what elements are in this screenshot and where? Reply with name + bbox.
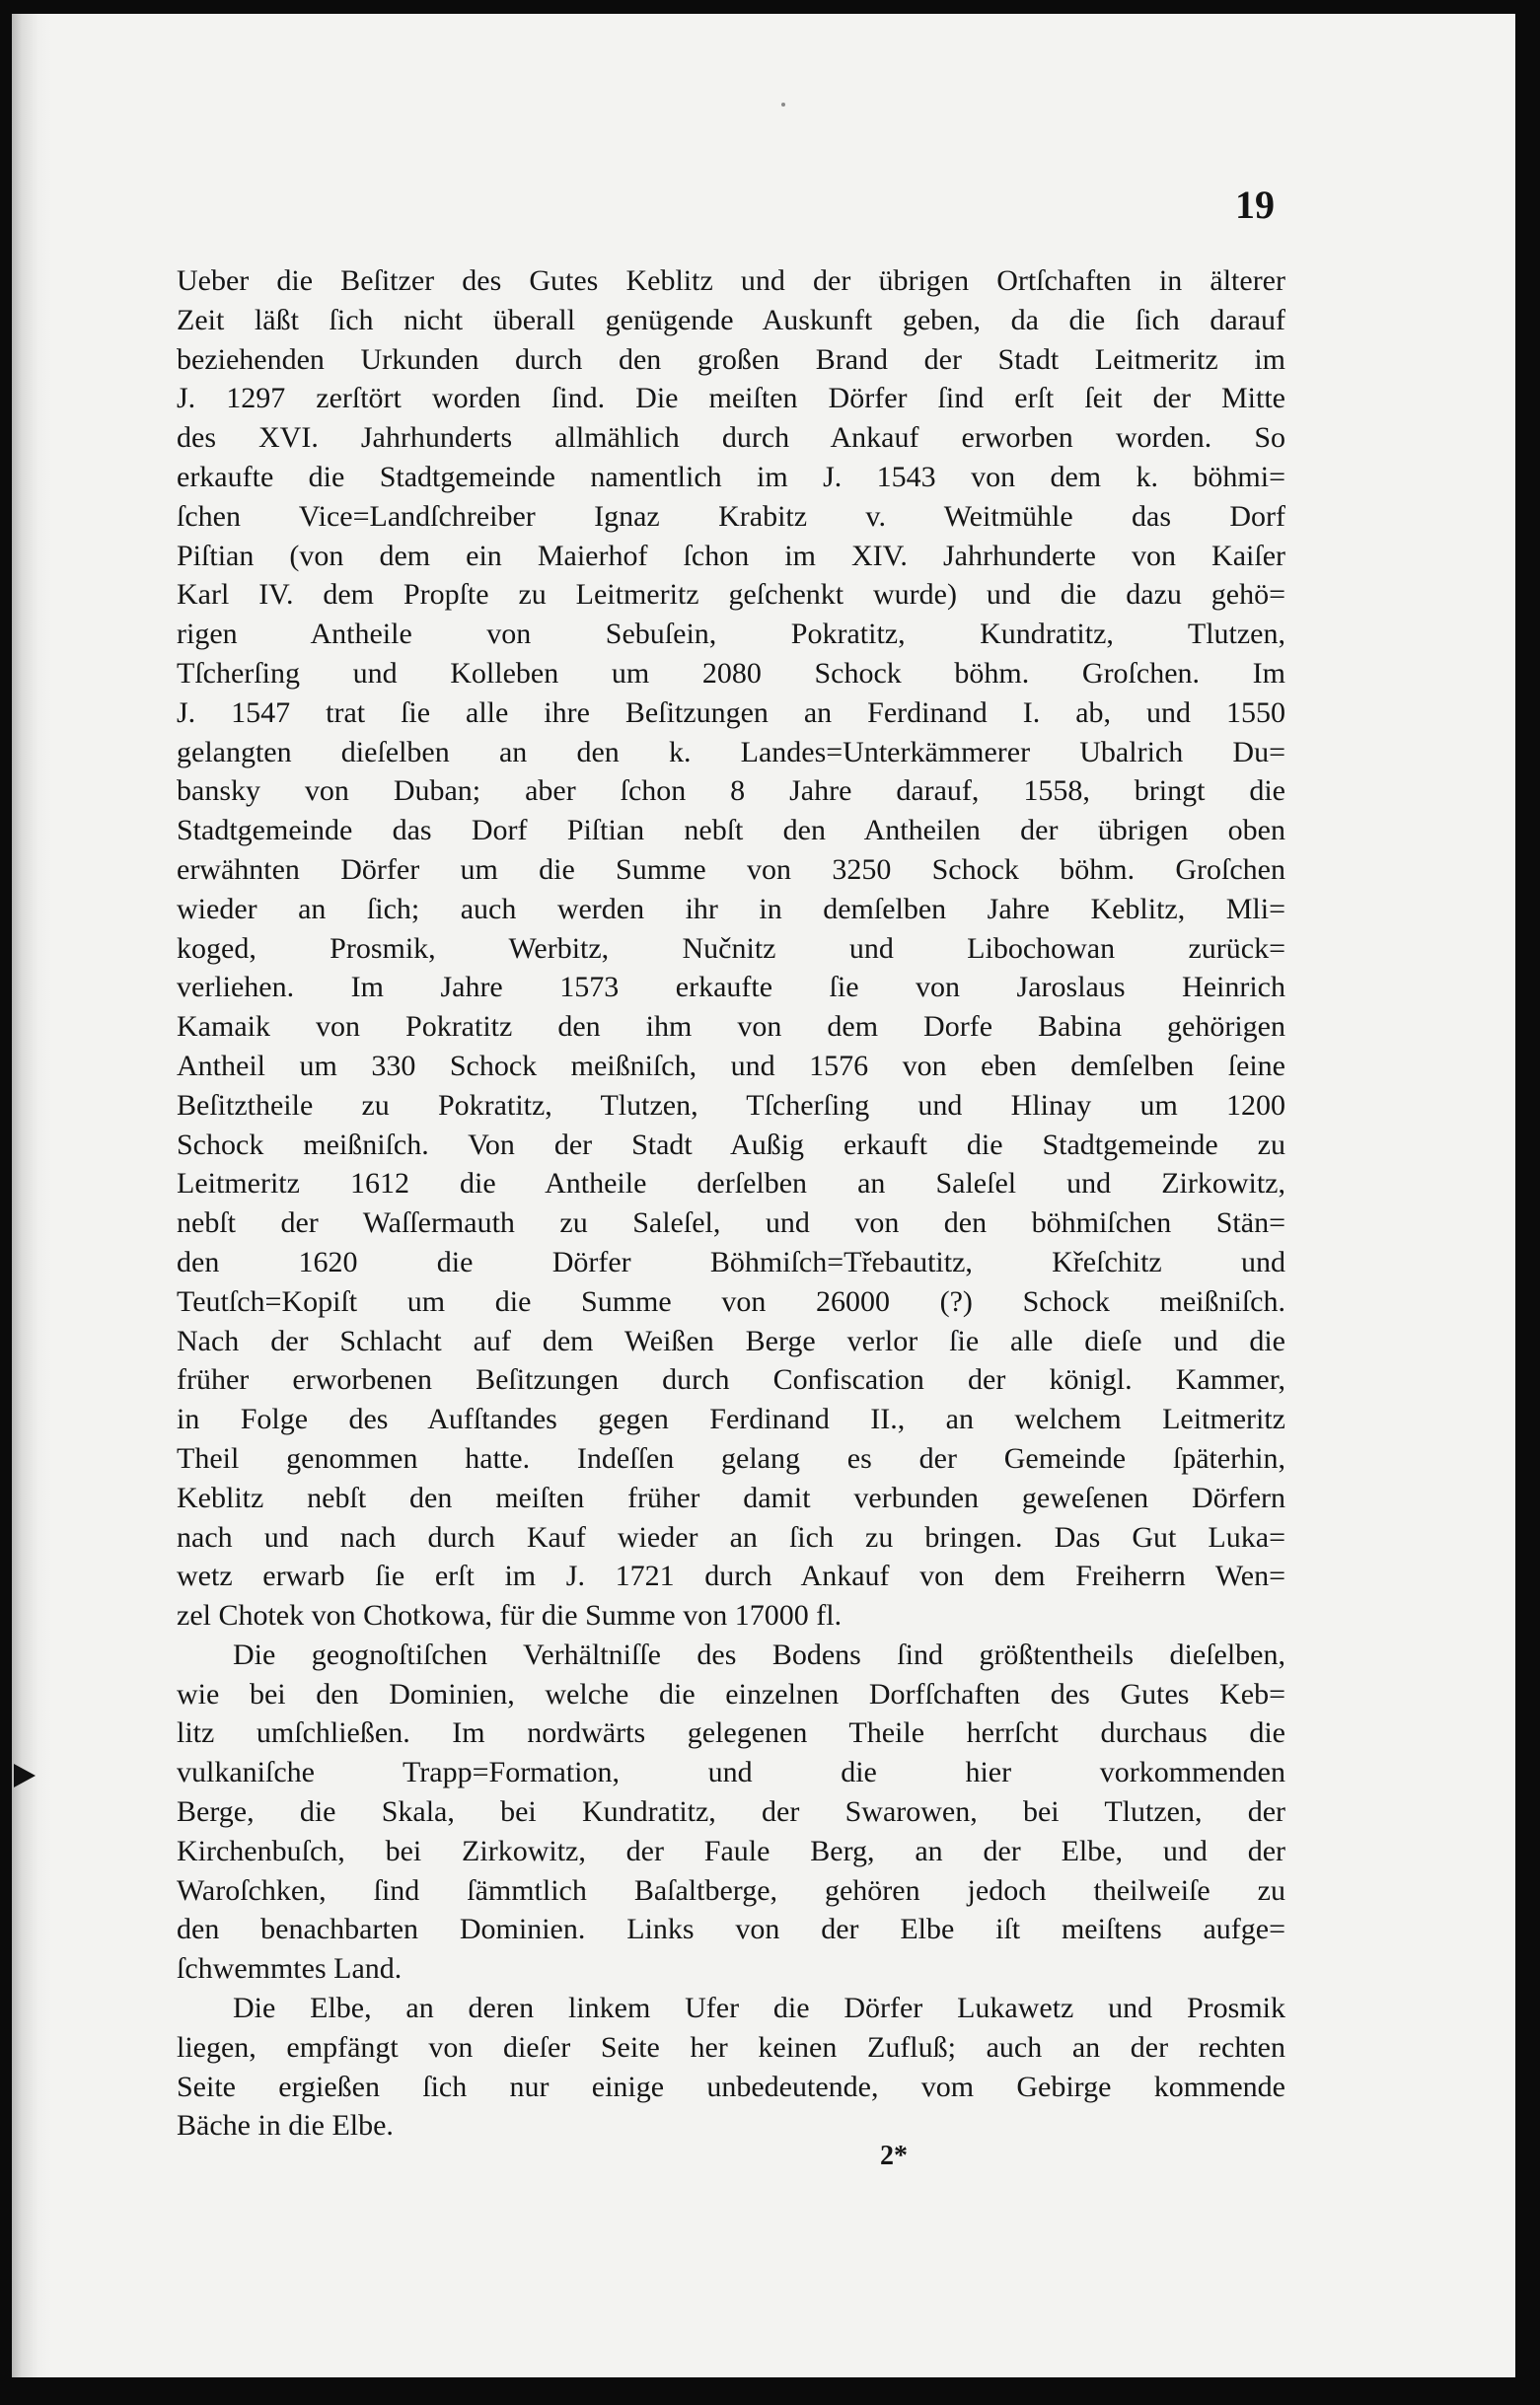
text-line: Karl IV. dem Propſte zu Leitmeritz geſchenkt wurde) und die dazu gehö= [177, 578, 1285, 612]
paragraph [177, 1989, 1285, 2146]
text-line: nebſt der Waſſermauth zu Saleſel, und von den böhmiſchen Stän= [177, 1206, 1285, 1240]
text-line: erwähnten Dörfer um die Summe von 3250 Schock böhm. Groſchen [177, 852, 1285, 886]
text-line: Tſcherſing und Kolleben um 2080 Schock böhm. Groſchen. Im [177, 656, 1285, 690]
text-line: verliehen. Im Jahre 1573 erkaufte ſie von Jaroslaus Heinrich [177, 971, 1285, 1004]
text-line: Beſitztheile zu Pokratitz, Tlutzen, Tſcherſing und Hlinay um 1200 [177, 1088, 1285, 1122]
page-number: 19 [1235, 182, 1275, 227]
text-line: rigen Antheile von Sebuſein, Pokratitz, Kundratitz, Tlutzen, [177, 618, 1285, 651]
text-line: vulkaniſche Trapp=Formation, und die hier vorkommenden [177, 1756, 1285, 1789]
text-line: wieder an ſich; auch werden ihr in demſelben Jahre Keblitz, Mli= [177, 892, 1285, 925]
text-line: nach und nach durch Kauf wieder an ſich zu bringen. Das Gut Luka= [177, 1520, 1285, 1554]
printer-signature-mark: 2* [880, 2141, 908, 2171]
paragraph [177, 261, 1285, 1636]
text-line: Seite ergießen ſich nur einige unbedeutende, vom Gebirge kommende [177, 2070, 1285, 2103]
text-line: Bäche in die Elbe. [177, 2109, 394, 2143]
text-line: ſchen Vice=Landſchreiber Ignaz Krabitz v. Weitmühle das Dorf [177, 499, 1285, 533]
text-line: litz umſchließen. Im nordwärts gelegenen Theile herrſcht durchaus die [177, 1716, 1285, 1750]
text-line: beziehenden Urkunden durch den großen Brand der Stadt Leitmeritz im [177, 342, 1285, 376]
text-line: Keblitz nebſt den meiſten früher damit verbunden geweſenen Dörfern [177, 1481, 1285, 1514]
text-line: J. 1547 trat ſie alle ihre Beſitzungen an Ferdinand I. ab, und 1550 [177, 695, 1285, 729]
text-line: Die geognoſtiſchen Verhältniſſe des Bodens ſind größtentheils dieſelben, [233, 1638, 1285, 1671]
text-line: Ueber die Beſitzer des Gutes Keblitz und der übrigen Ortſchaften in älterer [177, 264, 1285, 297]
text-line: zel Chotek von Chotkowa, für die Summe von 17000 fl. [177, 1599, 843, 1633]
text-line: Theil genommen hatte. Indeſſen gelang es der Gemeinde ſpäterhin, [177, 1441, 1285, 1475]
text-line: ſchwemmtes Land. [177, 1952, 403, 1986]
text-line: Kamaik von Pokratitz den ihm von dem Dorfe Babina gehörigen [177, 1010, 1285, 1044]
paper-speck [781, 103, 785, 107]
text-line: den 1620 die Dörfer Böhmiſch=Třebautitz, Křeſchitz und [177, 1245, 1285, 1278]
text-line: früher erworbenen Beſitzungen durch Confiscation der königl. Kammer, [177, 1363, 1285, 1397]
text-line: liegen, empfängt von dieſer Seite her keinen Zufluß; auch an der rechten [177, 2030, 1285, 2064]
text-line: Waroſchken, ſind ſämmtlich Baſaltberge, gehören jedoch theilweiſe zu [177, 1873, 1285, 1907]
text-line: Antheil um 330 Schock meißniſch, und 1576 von eben demſelben ſeine [177, 1049, 1285, 1082]
text-line: gelangten dieſelben an den k. Landes=Unterkämmerer Ubalrich Du= [177, 735, 1285, 768]
text-line: Zeit läßt ſich nicht überall genügende Auskunft geben, da die ſich darauf [177, 303, 1285, 336]
text-line: J. 1297 zerſtört worden ſind. Die meiſten Dörfer ſind erſt ſeit der Mitte [177, 382, 1285, 415]
text-line: Teutſch=Kopiſt um die Summe von 26000 (?) Schock meißniſch. [177, 1284, 1285, 1318]
paragraph [177, 1636, 1285, 1989]
text-line: Nach der Schlacht auf dem Weißen Berge verlor ſie alle dieſe und die [177, 1324, 1285, 1357]
text-line: Leitmeritz 1612 die Antheile derſelben an Saleſel und Zirkowitz, [177, 1167, 1285, 1201]
body-text [177, 261, 1285, 2146]
text-line: des XVI. Jahrhunderts allmählich durch Ankauf erworben worden. So [177, 421, 1285, 455]
text-line: koged, Prosmik, Werbitz, Nučnitz und Libochowan zurück= [177, 931, 1285, 965]
text-line: erkaufte die Stadtgemeinde namentlich im J. 1543 von dem k. böhmi= [177, 460, 1285, 493]
text-line: Stadtgemeinde das Dorf Piſtian nebſt den Antheilen der übrigen oben [177, 814, 1285, 847]
text-line: Schock meißniſch. Von der Stadt Außig erkauft die Stadtgemeinde zu [177, 1128, 1285, 1161]
text-line: wetz erwarb ſie erſt im J. 1721 durch Ankauf von dem Freiherrn Wen= [177, 1560, 1285, 1593]
text-line: den benachbarten Dominien. Links von der Elbe iſt meiſtens aufge= [177, 1913, 1285, 1946]
text-line: Piſtian (von dem ein Maierhof ſchon im XIV. Jahrhunderte von Kaiſer [177, 539, 1285, 572]
text-line: wie bei den Dominien, welche die einzelnen Dorfſchaften des Gutes Keb= [177, 1677, 1285, 1711]
text-line: Berge, die Skala, bei Kundratitz, der Swarowen, bei Tlutzen, der [177, 1795, 1285, 1829]
text-line: Die Elbe, an deren linkem Ufer die Dörfer Lukawetz und Prosmik [233, 1992, 1285, 2025]
text-line: bansky von Duban; aber ſchon 8 Jahre darauf, 1558, bringt die [177, 774, 1285, 808]
text-line: in Folge des Aufſtandes gegen Ferdinand II., an welchem Leitmeritz [177, 1403, 1285, 1436]
binding-edge-mark [14, 1764, 36, 1787]
text-line: Kirchenbuſch, bei Zirkowitz, der Faule Berg, an der Elbe, und der [177, 1834, 1285, 1867]
